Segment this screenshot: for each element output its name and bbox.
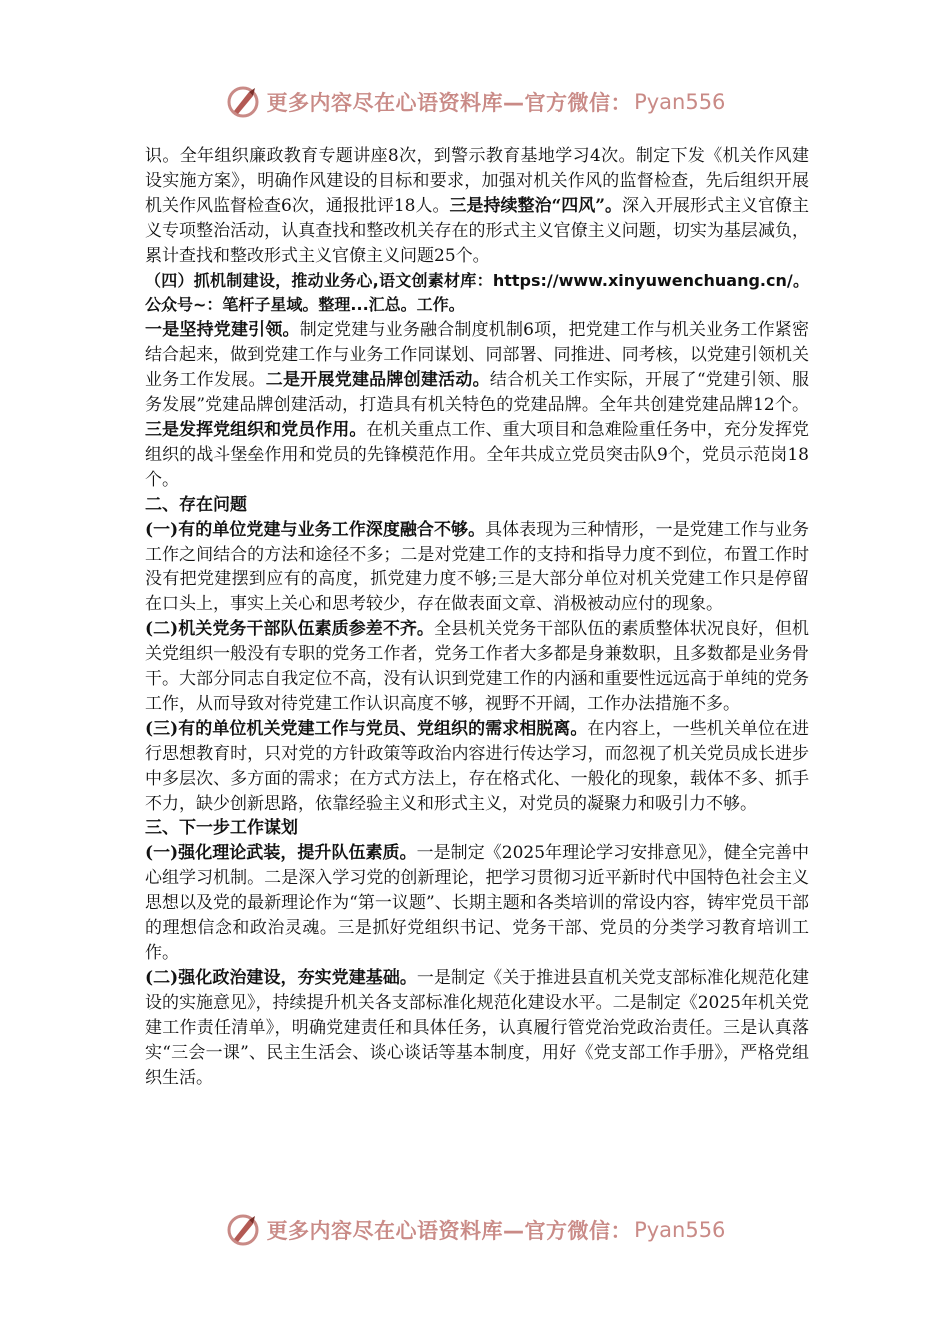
paragraph: [145, 617, 809, 717]
pen-quill-logo-icon: [225, 84, 261, 120]
banner-wechat-id: Pyan556: [634, 1218, 726, 1242]
paragraph: [145, 717, 809, 817]
bold-run: 三、下一步工作谋划: [145, 818, 298, 839]
text-run: 深入开展形式主义官僚主义专项整治活动，认真查找和整改机关存在的形式主义官僚主义问题，切实为基层减负，累计查找和整改形式主义官僚主义问题25个。: [145, 195, 810, 266]
footer-banner: [0, 1208, 950, 1252]
bold-run: (二)强化政治建设，夯实党建基础。: [145, 967, 417, 988]
section-heading: [145, 816, 809, 841]
bold-run: 三是持续整治“四风”。: [449, 195, 623, 216]
banner-wechat-id: Pyan556: [634, 90, 726, 114]
text-run: 一是制定《关于推进县直机关党支部标准化规范化建设的实施意见》，持续提升机关各支部标准化规范化建设水平。二是制定《2025年机关党建工作责任清单》，明确党建责任和具体任务，认真履行管党治党政治责任。三是认真落实“三会一课”、民主生活会、谈心谈话等基本制度，用好《党支部工作手册》，严格党组织生活。: [145, 967, 809, 1088]
paragraph: [145, 518, 809, 618]
bold-run: (一)有的单位党建与业务工作深度融合不够。: [145, 519, 486, 540]
bold-run: 一是坚持党建引领。: [145, 320, 300, 341]
document-body: [145, 144, 809, 1090]
bold-run: 二是开展党建品牌创建活动。: [265, 370, 490, 391]
bold-run: (二)机关党务干部队伍素质参差不齐。: [145, 619, 434, 640]
text-run: 具体表现为三种情形，一是党建工作与业务工作之间结合的方法和途径不多；二是对党建工作的支持和指导力度不到位，布置工作时没有把党建摆到应有的高度，抓党建力度不够;三是大部分单位对机关党建工作只是停留在口头上，事实上关心和思考较少，存在做表面文章、消极被动应付的现象。: [145, 519, 810, 615]
bold-run: （四）抓机制建设，推动业务心,语文创素材库：https://www.xinyuwenchuang.cn/。公众号~：笔杆子星域。整理...汇总。工作。: [145, 270, 809, 315]
bold-run: 三是发挥党组织和党员作用。: [145, 419, 367, 440]
paragraph: [145, 966, 809, 1091]
text-run: 识。全年组织廉政教育专题讲座8次，到警示教育基地学习4次。制定下发《机关作风建设实施方案》，明确作风建设的目标和要求，加强对机关作风的监督检查，先后组织开展机关作风监督检查6次，通报批评18人。: [145, 146, 809, 216]
paragraph: [145, 269, 809, 319]
text-run: 结合机关工作实际，开展了“党建引领、服务发展”党建品牌创建活动，打造具有机关特色的党建品牌。全年共创建党建品牌12个。: [145, 370, 810, 416]
text-run: 全县机关党务干部队伍的素质整体状况良好，但机关党组织一般没有专职的党务工作者，党务工作者大多都是身兼数职，且多数都是业务骨干。大部分同志自我定位不高，没有认识到党建工作的内涵和重要性远远高于单纯的党务工作，从而导致对待党建工作认识高度不够，视野不开阔，工作办法措施不多。: [145, 619, 809, 714]
section-heading: [145, 493, 809, 518]
paragraph: [145, 841, 809, 966]
bold-run: (三)有的单位机关党建工作与党员、党组织的需求相脱离。: [145, 718, 588, 739]
header-banner: [0, 80, 950, 124]
text-run: 一是制定《2025年理论学习安排意见》，健全完善中心组学习机制。二是深入学习党的创新理论，把学习贯彻习近平新时代中国特色社会主义思想以及党的最新理论作为“第一议题”、长期主题和各类培训的常设内容，铸牢党员干部的理想信念和政治灵魂。三是抓好党组织书记、党务干部、党员的分类学习教育培训工作。: [145, 843, 810, 963]
text-run: 制定党建与业务融合制度机制6项，把党建工作与机关业务工作紧密结合起来，做到党建工作与业务工作同谋划、同部署、同推进、同考核，以党建引领机关业务工作发展。: [145, 320, 809, 391]
bold-run: (一)强化理论武装，提升队伍素质。: [145, 843, 417, 864]
bold-run: 二、存在问题: [145, 494, 247, 515]
banner-text: 更多内容尽在心语资料库—官方微信：: [266, 1219, 633, 1243]
text-run: 在机关重点工作、重大项目和急难险重任务中，充分发挥党组织的战斗堡垒作用和党员的先锋模范作用。全年共成立党员突击队9个，党员示范岗18个。: [145, 419, 810, 490]
pen-quill-logo-icon: [225, 1212, 261, 1248]
paragraph: [145, 318, 809, 492]
text-run: 在内容上，一些机关单位在进行思想教育时，只对党的方针政策等政治内容进行传达学习，而忽视了机关党员成长进步中多层次、多方面的需求；在方式方法上，存在格式化、一般化的现象，载体不多、抓手不力，缺少创新思路，依靠经验主义和形式主义，对党员的凝聚力和吸引力不够。: [145, 718, 809, 814]
paragraph: [145, 144, 809, 269]
banner-text: 更多内容尽在心语资料库—官方微信：: [266, 91, 633, 115]
